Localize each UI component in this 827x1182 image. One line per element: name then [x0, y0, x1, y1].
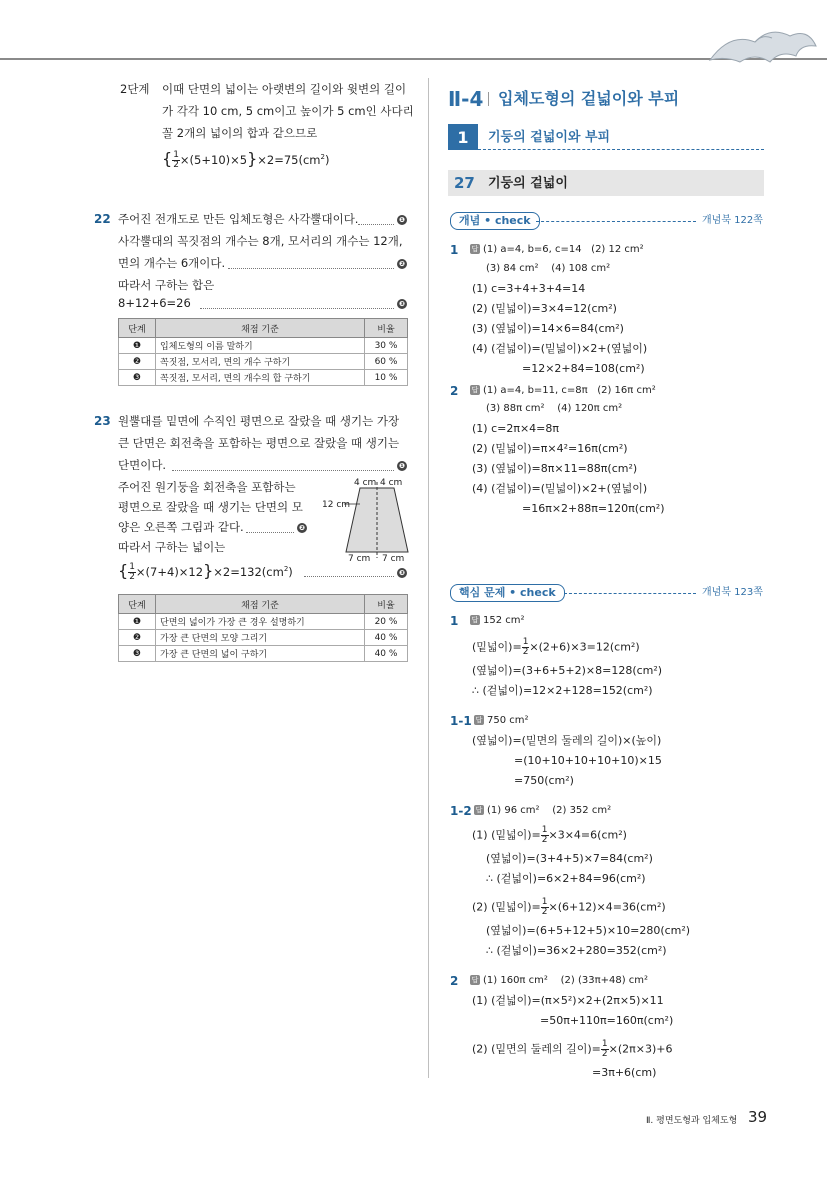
step2-equation: { $\frac{1}{2}$ $\times(5+10)\times 5\}\times 2=75(cm^2)$ [162, 148, 330, 170]
section-underline [478, 149, 764, 150]
table-row: ❷ 꼭짓점, 모서리, 면의 개수 구하기 60 % [119, 354, 408, 370]
core-q1-2-answer: 답 (1) 96 cm² (2) 352 cm² [475, 805, 612, 816]
core-q1-answer: 답 152 cm² [471, 615, 525, 626]
core-q1-2-line-2: (옆넓이)=(3+4+5)×7=84(cm²) [486, 852, 653, 865]
fig-label-bottom-left: 7 cm [348, 554, 371, 564]
concept-q1-line-3: (3) (옆넓이)=14×6=84(cm²) [472, 322, 624, 335]
concept-q2-number: 2 [450, 384, 459, 398]
page-number: 39 [748, 1108, 768, 1126]
fig-label-top-left: 4 cm [354, 478, 377, 488]
dragon-decoration-icon [700, 22, 820, 66]
core-q1-2-line-4: (2) (밑넓이)= $\frac{1}{2}$ ×(6+12)×4=36(cm²) [472, 897, 666, 917]
step2-line-3: 꼴 2개의 넓이의 합과 같으므로 [162, 126, 318, 140]
core-q1-line-1: (밑넓이)= $\frac{1}{2}$ ×(2+6)×3=12(cm²) [472, 637, 640, 657]
core-ref: 개념북 123쪽 [702, 587, 763, 598]
leader-dots [228, 268, 394, 269]
concept-q1-line-5: =12×2+84=108(cm²) [522, 362, 645, 375]
q22-line-2: 사각뿔대의 꼭짓점의 개수는 8개, 모서리의 개수는 12개, [118, 234, 403, 248]
q23-line-3: 단면이다. [118, 458, 167, 472]
core-q1-1-number: 1-1 [450, 714, 472, 728]
tag-rule [564, 593, 696, 594]
core-q1-1-line-3: =750(cm²) [514, 774, 574, 787]
core-q1-1-line-2: =(10+10+10+10+10)×15 [514, 754, 662, 767]
q22-line-3: 면의 개수는 6개이다. [118, 256, 226, 270]
core-q1-2-line-6: ∴ (겉넓이)=36×2+280=352(cm²) [486, 944, 667, 957]
core-q1-line-3: ∴ (겉넓이)=12×2+128=152(cm²) [472, 684, 653, 697]
q23-equation: { $\frac{1}{2}$ $\times(7+4)\times 12\}\times 2=132(cm^2)$ [118, 560, 293, 582]
footer-chapter: Ⅱ. 평면도형과 입체도형 [646, 1116, 738, 1126]
leader-dots [172, 470, 394, 471]
q22-mark-1: ❶ [397, 213, 407, 227]
concept-ref: 개념북 122쪽 [702, 215, 763, 226]
core-q1-2-number: 1-2 [450, 804, 472, 818]
q23-mark-1: ❶ [397, 459, 407, 473]
concept-q2-line-5: =16π×2+88π=120π(cm²) [522, 502, 665, 515]
trapezoid-figure [322, 474, 414, 564]
leader-dots [200, 308, 394, 309]
concept-q2-line-2: (2) (밑넓이)=π×4²=16π(cm²) [472, 442, 628, 455]
core-q2-line-2: =50π+110π=160π(cm²) [540, 1014, 674, 1027]
q22-scoring-table [118, 318, 408, 386]
topic-number: 27 [454, 174, 475, 192]
table-head: 채점 기준 [156, 595, 365, 614]
question-number-23: 23 [94, 414, 111, 428]
fig-label-bottom-right: 7 cm [382, 554, 405, 564]
core-q1-2-line-5: (옆넓이)=(6+5+12+5)×10=280(cm²) [486, 924, 691, 937]
table-head: 채점 기준 [156, 319, 365, 338]
q23-line-1: 원뿔대를 밑면에 수직인 평면으로 잘랐을 때 생기는 가장 [118, 414, 400, 428]
leader-dots [246, 532, 294, 533]
q23-line-6: 양은 오른쪽 그림과 같다. [118, 520, 244, 534]
concept-q2-line-1: (1) c=2π×4=8π [472, 422, 560, 435]
concept-q2-answer: 답 (1) a=4, b=11, c=8π (2) 16π cm² [471, 385, 656, 396]
fig-label-side: 12 cm [322, 500, 351, 510]
concept-q2-line-4: (4) (겉넓이)=(밑넓이)×2+(옆넓이) [472, 482, 648, 495]
core-q1-2-line-3: ∴ (겉넓이)=6×2+84=96(cm²) [486, 872, 646, 885]
table-row: ❶ 입체도형의 이름 말하기 30 % [119, 338, 408, 354]
concept-check-tag: 개념 • check [450, 212, 540, 230]
step2-label: 2단계 [120, 82, 150, 96]
column-separator [428, 78, 429, 1078]
concept-q1-answer-2: (3) 84 cm² (4) 108 cm² [486, 263, 611, 274]
question-number-22: 22 [94, 212, 111, 226]
fig-label-top-right: 4 cm [380, 478, 403, 488]
concept-q1-line-1: (1) c=3+4+3+4=14 [472, 282, 586, 295]
concept-q1-number: 1 [450, 243, 459, 257]
concept-q1-line-4: (4) (겉넓이)=(밑넓이)×2+(옆넓이) [472, 342, 648, 355]
table-row: ❷ 가장 큰 단면의 모양 그리기 40 % [119, 630, 408, 646]
core-check-tag: 핵심 문제 • check [450, 584, 565, 602]
core-q1-1-answer: 답 750 cm² [475, 715, 529, 726]
q23-line-5: 평면으로 잘랐을 때 생기는 단면의 모 [118, 500, 303, 514]
tag-rule [536, 221, 696, 222]
step2-line-2: 가 각각 10 cm, 5 cm이고 높이가 5 cm인 사다리 [162, 104, 414, 118]
table-head: 단계 [119, 595, 156, 614]
table-head: 단계 [119, 319, 156, 338]
core-q1-line-2: (옆넓이)=(3+6+5+2)×8=128(cm²) [472, 664, 663, 677]
table-row: ❶ 단면의 넓이가 가장 큰 경우 설명하기 20 % [119, 614, 408, 630]
q23-mark-3: ❸ [397, 566, 407, 580]
unit-title: 입체도형의 겉넓이와 부피 [498, 89, 680, 108]
q23-line-7: 따라서 구하는 넓이는 [118, 540, 226, 554]
leader-dots [358, 224, 394, 225]
q23-mark-2: ❷ [297, 521, 307, 535]
concept-q1-line-2: (2) (밑넓이)=3×4=12(cm²) [472, 302, 617, 315]
q23-scoring-table [118, 594, 408, 662]
q23-line-2: 큰 단면은 회전축을 포함하는 평면으로 잘랐을 때 생기는 [118, 436, 400, 450]
table-head: 비율 [365, 595, 408, 614]
concept-q1-answer: 답 (1) a=4, b=6, c=14 (2) 12 cm² [471, 244, 644, 255]
q22-mark-2: ❷ [397, 257, 407, 271]
core-q1-number: 1 [450, 614, 459, 628]
concept-q2-answer-2: (3) 88π cm² (4) 120π cm² [486, 403, 623, 414]
q22-line-1: 주어진 전개도로 만든 입체도형은 사각뿔대이다. [118, 212, 359, 226]
table-head: 비율 [365, 319, 408, 338]
q23-line-4: 주어진 원기둥을 회전축을 포함하는 [118, 480, 296, 494]
section-title: 기둥의 겉넓이와 부피 [488, 130, 611, 145]
core-q2-answer: 답 (1) 160π cm² (2) (33π+48) cm² [471, 975, 649, 986]
table-row: ❸ 꼭짓점, 모서리, 면의 개수의 합 구하기 10 % [119, 370, 408, 386]
q22-mark-3: ❸ [397, 297, 407, 311]
q22-line-5: 8+12+6=26 [118, 296, 191, 310]
q22-line-4: 따라서 구하는 합은 [118, 278, 215, 292]
core-q2-line-3: (2) (밑면의 둘레의 길이)= $\frac{1}{2}$ ×(2π×3)+6 [472, 1039, 673, 1059]
step2-line-1: 이때 단면의 넓이는 아랫변의 길이와 윗변의 길이 [162, 82, 407, 96]
unit-divider [488, 92, 489, 106]
section-number: 1 [457, 128, 469, 147]
core-q1-2-line-1: (1) (밑넓이)= $\frac{1}{2}$ ×3×4=6(cm²) [472, 825, 627, 845]
core-q2-line-4: =3π+6(cm) [592, 1066, 657, 1079]
unit-tag: Ⅱ-4 [448, 87, 484, 111]
core-q2-line-1: (1) (겉넓이)=(π×5²)×2+(2π×5)×11 [472, 994, 664, 1007]
leader-dots [304, 576, 394, 577]
concept-q2-line-3: (3) (옆넓이)=8π×11=88π(cm²) [472, 462, 638, 475]
topic-title: 기둥의 겉넓이 [488, 176, 568, 191]
core-q1-1-line-1: (옆넓이)=(밑면의 둘레의 길이)×(높이) [472, 734, 662, 747]
table-row: ❸ 가장 큰 단면의 넓이 구하기 40 % [119, 646, 408, 662]
core-q2-number: 2 [450, 974, 459, 988]
